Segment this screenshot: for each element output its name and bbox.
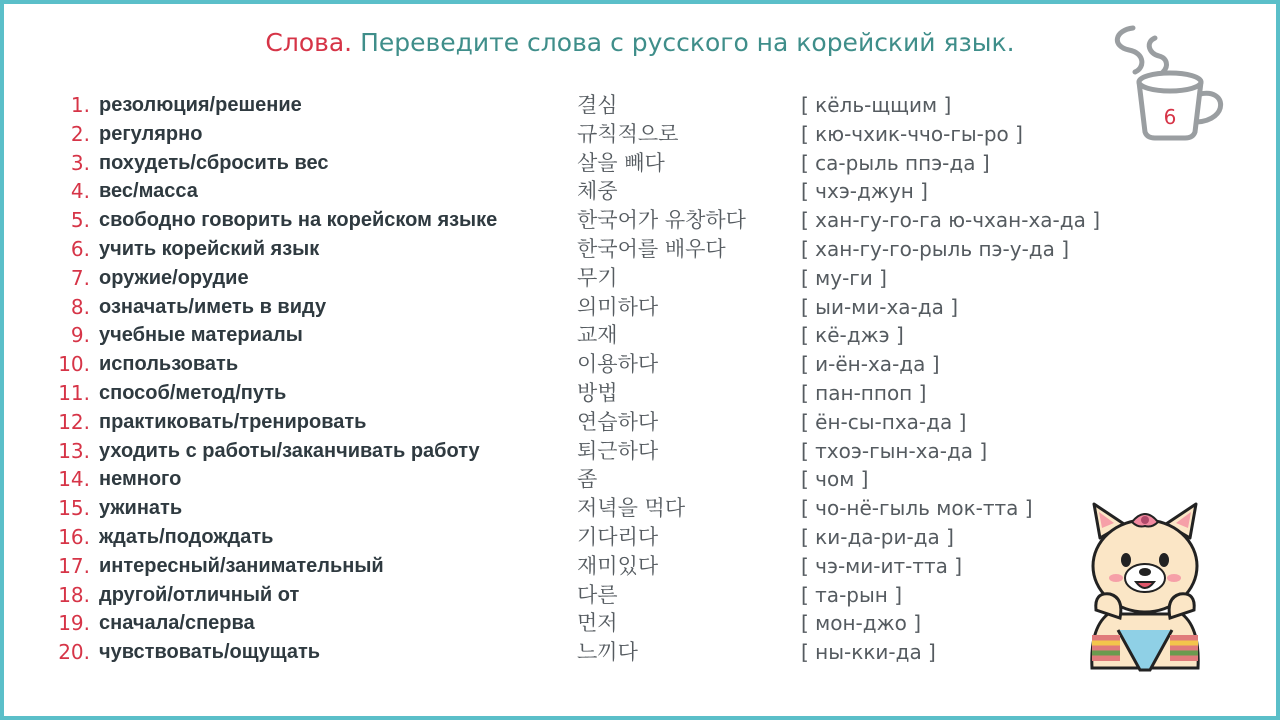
transcription: [ и-ён-ха-да ]: [801, 352, 940, 377]
korean-word: 먼저: [577, 611, 618, 636]
korean-word: 다른: [577, 582, 618, 607]
russian-word: использовать: [99, 353, 239, 376]
word-number: 10.: [58, 352, 90, 377]
word-row: [0, 206, 1280, 235]
word-number: 16.: [58, 525, 90, 549]
transcription: [ кю-чхик-ччо-гы-ро ]: [801, 121, 1023, 146]
transcription: [ чэ-ми-ит-тта ]: [801, 553, 963, 578]
word-number: 6.: [70, 237, 90, 261]
word-number: 11.: [58, 381, 90, 405]
transcription: [ хан-гу-го-рыль пэ-у-да ]: [801, 237, 1070, 261]
word-row: [0, 235, 1280, 264]
russian-word: ждать/подождать: [99, 526, 274, 548]
dog-mascot-icon: [1080, 498, 1210, 680]
word-row: [0, 120, 1280, 149]
word-row: [0, 437, 1280, 466]
word-row: [0, 149, 1280, 178]
korean-word: 의미하다: [577, 294, 659, 319]
korean-word: 기다리다: [577, 525, 659, 549]
word-row: [0, 465, 1280, 494]
word-number: 5.: [70, 208, 90, 233]
transcription: [ кёль-щщим ]: [801, 93, 952, 117]
russian-word: немного: [99, 468, 182, 491]
transcription: [ ён-сы-пха-да ]: [801, 409, 967, 434]
title-accent: Слова.: [265, 28, 353, 57]
russian-word: оружие/орудие: [99, 266, 249, 289]
korean-word: 이용하다: [577, 352, 659, 377]
title-instruction: Переведите слова с русского на корейский язык.: [360, 28, 1015, 57]
russian-word: означать/иметь в виду: [99, 295, 327, 318]
word-number: 3.: [70, 150, 90, 175]
russian-word: вес/масса: [99, 180, 198, 203]
korean-word: 무기: [577, 265, 618, 290]
russian-word: сначала/сперва: [99, 612, 255, 635]
page-title: [0, 26, 1280, 60]
korean-word: 저녁을 먹다: [577, 496, 686, 521]
transcription: [ чом ]: [801, 467, 869, 492]
transcription: [ ны-кки-да ]: [801, 640, 936, 665]
korean-word: 규칙적으로: [577, 121, 679, 146]
russian-word: регулярно: [99, 122, 203, 145]
word-row: [0, 350, 1280, 379]
russian-word: уходить с работы/заканчивать работу: [99, 439, 480, 462]
transcription: [ му-ги ]: [801, 265, 887, 290]
russian-word: интересный/занимательный: [99, 554, 384, 577]
word-number: 13.: [58, 438, 90, 463]
transcription: [ тхоэ-гын-ха-да ]: [801, 438, 988, 463]
russian-word: другой/отличный от: [99, 583, 300, 606]
transcription: [ кё-джэ ]: [801, 323, 904, 348]
word-row: [0, 379, 1280, 408]
word-row: [0, 293, 1280, 322]
russian-word: свободно говорить на корейском языке: [99, 209, 498, 232]
korean-word: 방법: [577, 381, 618, 405]
korean-word: 퇴근하다: [577, 438, 659, 463]
word-number: 20.: [58, 640, 90, 665]
word-number: 8.: [70, 294, 90, 319]
korean-word: 좀: [577, 467, 598, 492]
word-row: [0, 264, 1280, 293]
word-number: 12.: [58, 409, 90, 434]
russian-word: практиковать/тренировать: [99, 410, 367, 433]
word-number: 4.: [70, 179, 90, 204]
transcription: [ ыи-ми-ха-да ]: [801, 294, 959, 319]
russian-word: учить корейский язык: [99, 238, 320, 260]
word-row: [0, 91, 1280, 120]
word-number: 9.: [70, 323, 90, 348]
transcription: [ са-рыль ппэ-да ]: [801, 150, 990, 175]
word-number: 19.: [58, 611, 90, 636]
transcription: [ хан-гу-го-га ю-чхан-ха-да ]: [801, 208, 1100, 233]
word-number: 1.: [70, 93, 90, 117]
word-number: 2.: [70, 121, 90, 146]
page-number: 6: [1163, 105, 1177, 129]
transcription: [ чо-нё-гыль мок-тта ]: [801, 496, 1033, 521]
korean-word: 교재: [577, 323, 618, 348]
transcription: [ чхэ-джун ]: [801, 179, 928, 204]
transcription: [ та-рын ]: [801, 582, 903, 607]
korean-word: 결심: [577, 93, 618, 117]
russian-word: резолюция/решение: [99, 94, 302, 116]
word-row: [0, 321, 1280, 350]
word-number: 18.: [58, 582, 90, 607]
word-number: 14.: [58, 467, 90, 492]
korean-word: 한국어를 배우다: [577, 237, 726, 261]
word-number: 15.: [58, 496, 90, 521]
coffee-cup-icon: [1105, 20, 1230, 145]
russian-word: учебные материалы: [99, 324, 303, 347]
korean-word: 살을 빼다: [577, 150, 665, 175]
korean-word: 체중: [577, 179, 618, 204]
korean-word: 재미있다: [577, 553, 659, 578]
word-number: 17.: [58, 553, 90, 578]
word-row: [0, 177, 1280, 206]
word-row: [0, 408, 1280, 437]
russian-word: ужинать: [99, 497, 183, 520]
transcription: [ пан-ппоп ]: [801, 381, 927, 405]
transcription: [ мон-джо ]: [801, 611, 922, 636]
korean-word: 한국어가 유창하다: [577, 208, 746, 233]
word-number: 7.: [70, 265, 90, 290]
russian-word: похудеть/сбросить вес: [99, 151, 329, 174]
korean-word: 연습하다: [577, 409, 659, 434]
transcription: [ ки-да-ри-да ]: [801, 525, 954, 549]
russian-word: чувствовать/ощущать: [99, 641, 321, 664]
russian-word: способ/метод/путь: [99, 382, 287, 404]
korean-word: 느끼다: [577, 640, 638, 665]
